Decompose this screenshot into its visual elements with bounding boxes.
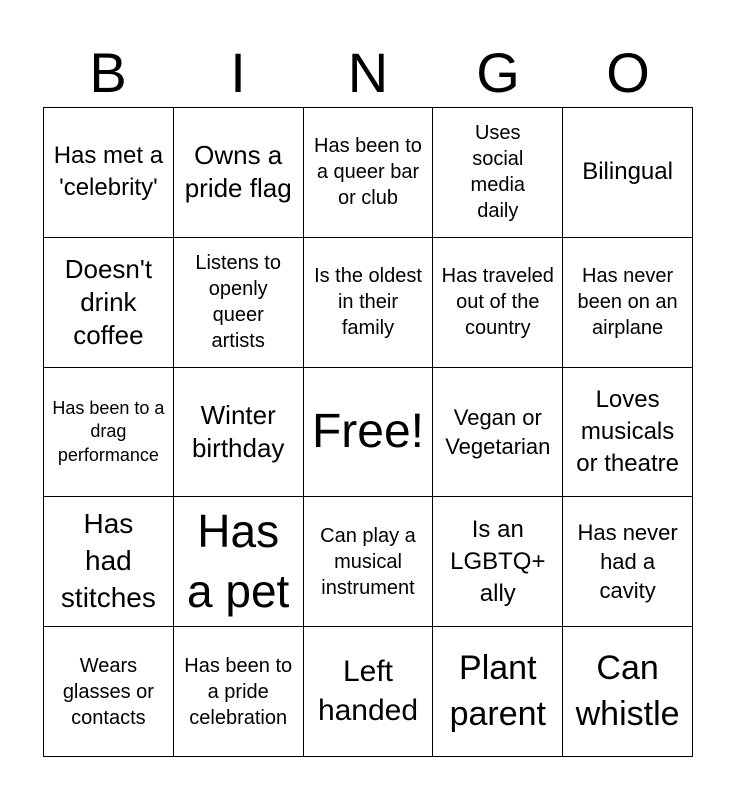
- bingo-cell[interactable]: [304, 238, 434, 368]
- cell-text: Listens to openly queer artists: [195, 252, 281, 353]
- bingo-cell[interactable]: [44, 497, 174, 627]
- header-letter-g: G: [476, 41, 520, 104]
- cell-text: Left handed: [317, 655, 419, 727]
- cell-text: Can play a musical instrument: [320, 524, 416, 599]
- bingo-header: [43, 42, 693, 104]
- bingo-cell[interactable]: [304, 627, 434, 757]
- bingo-cell[interactable]: [433, 368, 563, 498]
- bingo-cell[interactable]: [174, 108, 304, 238]
- bingo-cell[interactable]: [174, 497, 304, 627]
- cell-text: Has never had a cavity: [577, 520, 678, 604]
- bingo-cell[interactable]: [44, 627, 174, 757]
- cell-text: Uses social media daily: [470, 122, 526, 223]
- cell-text: Has been to a pride celebration: [184, 654, 293, 729]
- cell-text: Has been to a drag performance: [52, 397, 165, 465]
- bingo-cell[interactable]: [44, 238, 174, 368]
- bingo-cell[interactable]: [304, 497, 434, 627]
- cell-text: Winter birthday: [191, 399, 285, 463]
- cell-text: Doesn't drink coffee: [64, 253, 153, 350]
- bingo-cell[interactable]: [174, 238, 304, 368]
- bingo-cell[interactable]: [433, 627, 563, 757]
- cell-text: Has met a 'celebrity': [53, 142, 164, 202]
- cell-text: Owns a pride flag: [184, 140, 292, 204]
- cell-text: Plant parent: [449, 648, 546, 733]
- cell-text: Vegan or Vegetarian: [445, 404, 551, 459]
- bingo-cell[interactable]: [44, 368, 174, 498]
- bingo-cell[interactable]: [174, 627, 304, 757]
- bingo-cell[interactable]: [433, 238, 563, 368]
- header-letter-b: B: [89, 41, 127, 104]
- bingo-cell[interactable]: [563, 238, 693, 368]
- bingo-cell[interactable]: [563, 627, 693, 757]
- cell-text: Loves musicals or theatre: [576, 385, 679, 478]
- cell-text: Is the oldest in their family: [314, 265, 422, 340]
- bingo-card: [43, 107, 693, 757]
- bingo-cell[interactable]: [563, 108, 693, 238]
- cell-text: Has never been on an airplane: [577, 265, 678, 340]
- header-letter-i: I: [230, 41, 246, 104]
- bingo-cell[interactable]: [433, 497, 563, 627]
- header-letter-o: O: [606, 41, 650, 104]
- bingo-cell[interactable]: [304, 108, 434, 238]
- cell-text: Has a pet: [187, 504, 290, 617]
- free-space-cell[interactable]: [304, 368, 434, 498]
- header-letter-n: N: [347, 41, 389, 104]
- bingo-cell[interactable]: [433, 108, 563, 238]
- cell-text: Has been to a queer bar or club: [314, 135, 422, 210]
- cell-text: Has had stitches: [60, 508, 156, 614]
- bingo-cell[interactable]: [44, 108, 174, 238]
- cell-text: Has traveled out of the country: [441, 265, 554, 340]
- cell-text: Can whistle: [575, 648, 680, 733]
- cell-text: Wears glasses or contacts: [62, 654, 154, 729]
- cell-text: Free!: [311, 405, 424, 459]
- bingo-cell[interactable]: [174, 368, 304, 498]
- cell-text: Is an LGBTQ+ ally: [450, 515, 546, 607]
- cell-text: Bilingual: [582, 158, 673, 186]
- bingo-cell[interactable]: [563, 368, 693, 498]
- bingo-cell[interactable]: [563, 497, 693, 627]
